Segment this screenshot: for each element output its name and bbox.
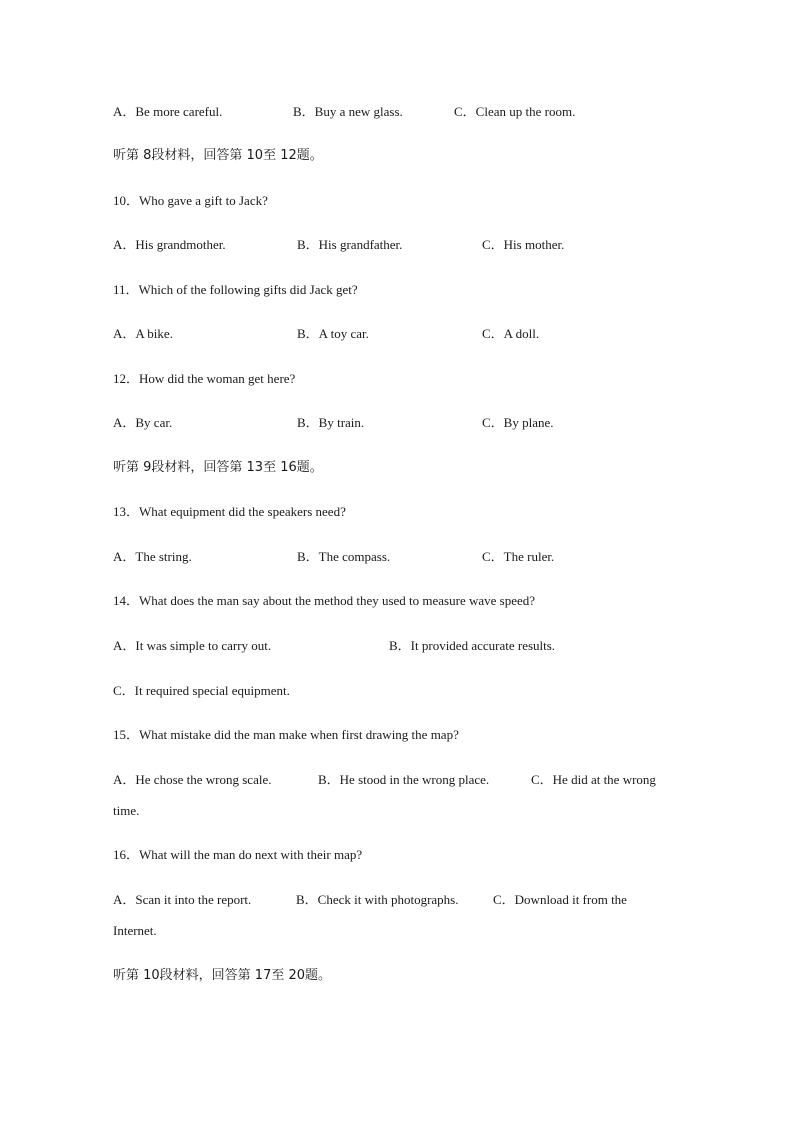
q10-option-a: A．His grandmother. (113, 237, 226, 252)
q15-option-c: C．He did at the wrong (531, 772, 656, 787)
q15-option-a: A．He chose the wrong scale. (113, 772, 272, 787)
q9-option-a: A．Be more careful. (113, 104, 223, 119)
q16-stem: 16．What will the man do next with their map? (113, 847, 363, 862)
q11-option-a: A．A bike. (113, 326, 173, 341)
q10-stem: 10．Who gave a gift to Jack? (113, 193, 268, 208)
q14-option-a: A．It was simple to carry out. (113, 638, 272, 653)
q13-option-a: A．The string. (113, 549, 192, 564)
q15-option-b: B．He stood in the wrong place. (318, 772, 490, 787)
q12-option-b: B．By train. (297, 415, 365, 430)
q10-option-c: C．His mother. (482, 237, 565, 252)
section-10-instruction: 听第 10段材料，回答第 17至 20题。 (113, 968, 332, 983)
q13-option-b: B．The compass. (297, 549, 391, 564)
q12-option-c: C．By plane. (482, 415, 554, 430)
section-9-instruction: 听第 9段材料，回答第 13至 16题。 (113, 460, 323, 475)
q15-option-c-continued: time. (113, 803, 140, 818)
q9-option-b: B．Buy a new glass. (293, 104, 403, 119)
q11-option-c: C．A doll. (482, 326, 540, 341)
q12-option-a: A．By car. (113, 415, 173, 430)
q11-option-b: B．A toy car. (297, 326, 369, 341)
q11-stem: 11．Which of the following gifts did Jack get? (113, 282, 358, 297)
q16-option-c-continued: Internet. (113, 923, 157, 938)
section-8-instruction: 听第 8段材料，回答第 10至 12题。 (113, 148, 323, 163)
q12-stem: 12．How did the woman get here? (113, 371, 296, 386)
q16-option-c: C．Download it from the (493, 892, 627, 907)
q10-option-b: B．His grandfather. (297, 237, 403, 252)
q14-stem: 14．What does the man say about the method they used to measure wave speed? (113, 593, 536, 608)
q13-stem: 13．What equipment did the speakers need? (113, 504, 346, 519)
q15-stem: 15．What mistake did the man make when first drawing the map? (113, 727, 459, 742)
q9-option-c: C．Clean up the room. (454, 104, 576, 119)
q16-option-a: A．Scan it into the report. (113, 892, 252, 907)
q13-option-c: C．The ruler. (482, 549, 555, 564)
q14-option-b: B．It provided accurate results. (389, 638, 556, 653)
q14-option-c: C．It required special equipment. (113, 683, 290, 698)
q16-option-b: B．Check it with photographs. (296, 892, 459, 907)
